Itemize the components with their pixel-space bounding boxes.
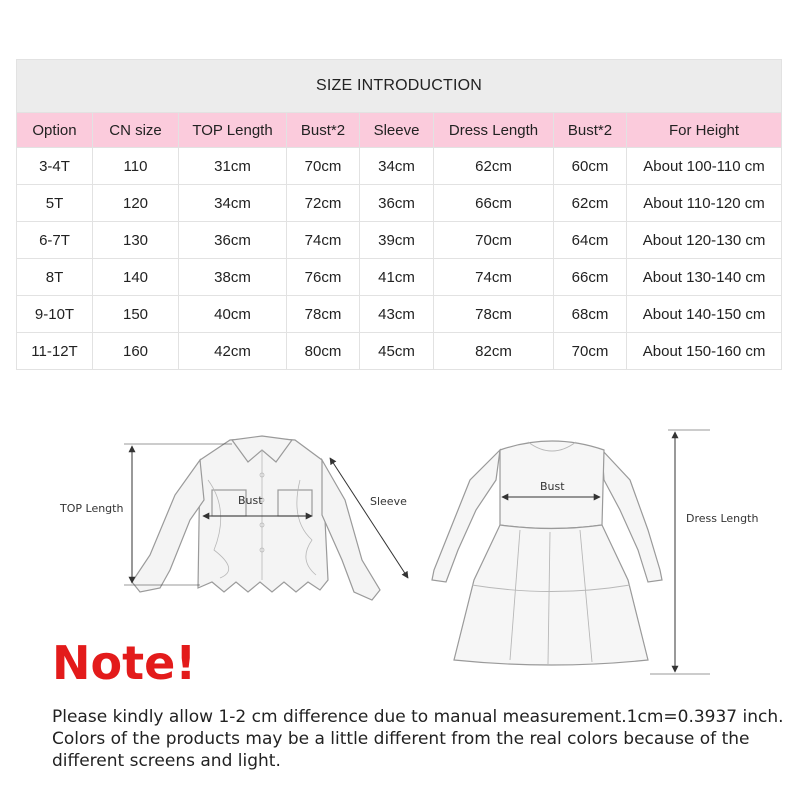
table-row [17,222,782,259]
table-cell: 34cm [179,185,287,222]
size-table [16,59,782,370]
column-header: Sleeve [360,113,434,148]
column-header: TOP Length [179,113,287,148]
table-cell: 60cm [554,148,627,185]
table-cell: 11-12T [17,333,93,370]
note-body [52,706,787,772]
column-header: Bust*2 [554,113,627,148]
table-cell: 70cm [287,148,360,185]
table-cell: 110 [93,148,179,185]
table-cell: 66cm [554,259,627,296]
dress-illustration [432,430,758,674]
table-cell: 120 [93,185,179,222]
table-cell: 3-4T [17,148,93,185]
table-cell: 40cm [179,296,287,333]
table-cell: 80cm [287,333,360,370]
table-cell: 31cm [179,148,287,185]
table-cell: 38cm [179,259,287,296]
note-line: Colors of the products may be a little different from the real colors because of the [52,729,750,749]
table-cell: 9-10T [17,296,93,333]
table-cell: 74cm [434,259,554,296]
table-row [17,185,782,222]
column-header: CN size [93,113,179,148]
table-cell: 5T [17,185,93,222]
jacket-illustration [59,436,408,600]
table-cell: 72cm [287,185,360,222]
dress-length-label: Dress Length [686,512,759,525]
column-header: Dress Length [434,113,554,148]
table-cell: 62cm [554,185,627,222]
table-cell: 42cm [179,333,287,370]
table-cell: 160 [93,333,179,370]
table-cell: 78cm [434,296,554,333]
table-cell: 76cm [287,259,360,296]
table-cell: 82cm [434,333,554,370]
column-header: Option [17,113,93,148]
dress-bust-label: Bust [540,480,565,493]
table-cell: 8T [17,259,93,296]
table-cell: 70cm [434,222,554,259]
table-row [17,259,782,296]
sleeve-label: Sleeve [370,495,407,508]
size-table-container [16,59,781,370]
table-cell: 45cm [360,333,434,370]
table-cell: About 120-130 cm [627,222,782,259]
table-cell: 78cm [287,296,360,333]
table-cell: 66cm [434,185,554,222]
table-cell: 36cm [179,222,287,259]
column-header: Bust*2 [287,113,360,148]
table-cell: About 130-140 cm [627,259,782,296]
column-header: For Height [627,113,782,148]
table-header-row [17,113,782,148]
table-cell: 64cm [554,222,627,259]
note-title: Note! [52,636,197,690]
table-title-row [17,60,782,113]
table-cell: 62cm [434,148,554,185]
table-cell: 41cm [360,259,434,296]
table-cell: About 100-110 cm [627,148,782,185]
note-line: Please kindly allow 1-2 cm difference due to manual measurement.1cm=0.3937 inch. [52,707,784,727]
table-cell: 34cm [360,148,434,185]
top-length-label: TOP Length [60,502,124,515]
jacket-bust-label: Bust [238,494,263,507]
table-row [17,148,782,185]
table-row [17,296,782,333]
table-cell: 39cm [360,222,434,259]
note-line: different screens and light. [52,751,281,771]
table-cell: 150 [93,296,179,333]
table-cell: About 150-160 cm [627,333,782,370]
table-row [17,333,782,370]
table-cell: 130 [93,222,179,259]
table-cell: 140 [93,259,179,296]
table-cell: 70cm [554,333,627,370]
table-cell: 68cm [554,296,627,333]
table-cell: About 110-120 cm [627,185,782,222]
table-title: SIZE INTRODUCTION [17,60,782,113]
table-cell: 74cm [287,222,360,259]
table-cell: 6-7T [17,222,93,259]
table-cell: 36cm [360,185,434,222]
table-cell: 43cm [360,296,434,333]
table-cell: About 140-150 cm [627,296,782,333]
